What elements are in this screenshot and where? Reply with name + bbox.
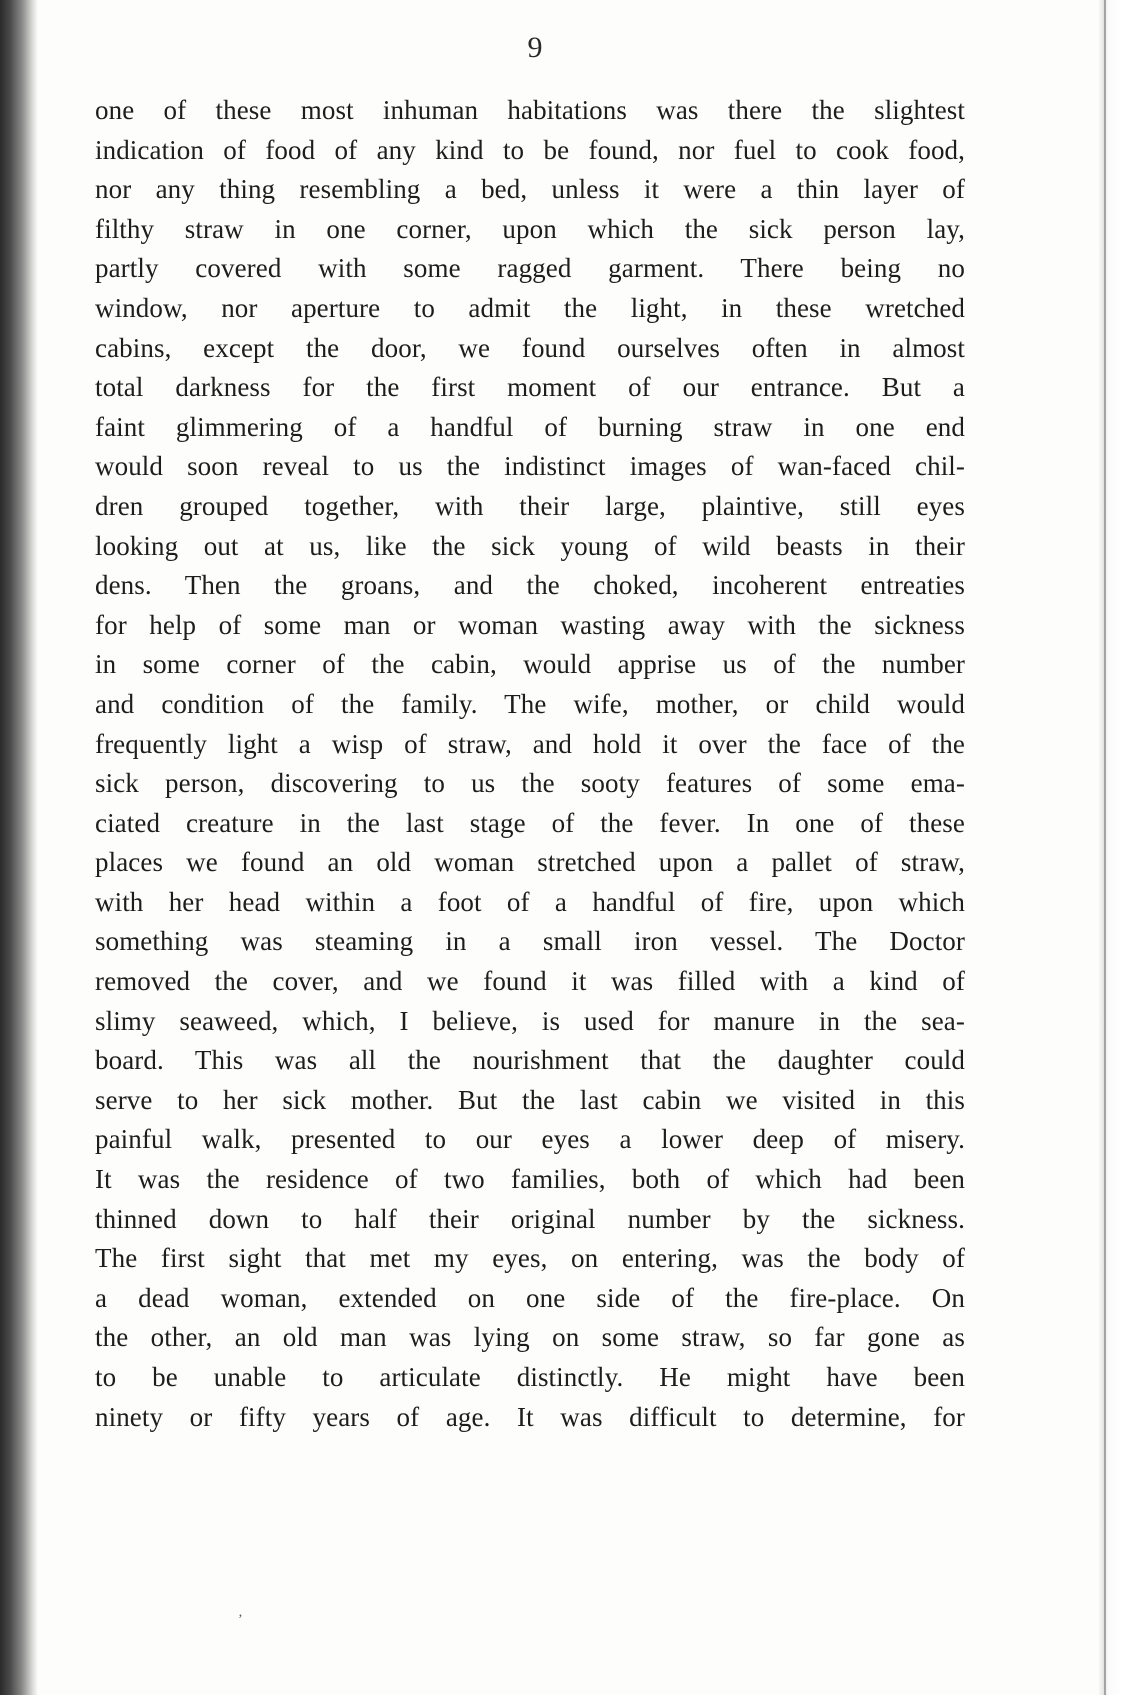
text-line: painful walk, presented to our eyes a lower deep of misery.	[95, 1124, 965, 1155]
text-line: slimy seaweed, which, I believe, is used for manure in the sea-	[95, 1005, 965, 1036]
page-right-edge	[1098, 0, 1122, 1695]
text-line: ninety or fifty years of age. It was difficult to determine, for	[95, 1401, 965, 1432]
text-line: nor any thing resembling a bed, unless it were a thin layer of	[95, 174, 965, 205]
text-line: dens. Then the groans, and the choked, incoherent entreaties	[95, 570, 965, 601]
text-line: thinned down to half their original number by the sickness.	[95, 1203, 965, 1234]
text-line: cabins, except the door, we found ourselves often in almost	[95, 332, 965, 363]
text-line: indication of food of any kind to be found, nor fuel to cook food,	[95, 134, 965, 165]
text-line: one of these most inhuman habitations was there the slightest	[95, 95, 965, 125]
page-edge-line	[1104, 0, 1106, 1695]
text-line: places we found an old woman stretched upon a pallet of straw,	[95, 847, 965, 878]
text-line: a dead woman, extended on one side of the fire-place. On	[95, 1282, 965, 1313]
text-line: sick person, discovering to us the sooty features of some ema-	[95, 768, 965, 799]
text-line: ciated creature in the last stage of the fever. In one of these	[95, 807, 965, 838]
text-line: for help of some man or woman wasting away with the sickness	[95, 609, 965, 640]
text-line: It was the residence of two families, both of which had been	[95, 1164, 965, 1195]
text-line: and condition of the family. The wife, mother, or child would	[95, 688, 965, 719]
text-line: with her head within a foot of a handful of fire, upon which	[95, 886, 965, 917]
text-line: filthy straw in one corner, upon which the sick person lay,	[95, 213, 965, 244]
body-text	[95, 91, 965, 1437]
book-binding-shadow	[0, 0, 38, 1695]
text-line: something was steaming in a small iron vessel. The Doctor	[95, 926, 965, 957]
text-line: frequently light a wisp of straw, and hold it over the face of the	[95, 728, 965, 759]
text-line: partly covered with some ragged garment. There being no	[95, 253, 965, 284]
text-line: faint glimmering of a handful of burning straw in one end	[95, 411, 965, 442]
text-line: serve to her sick mother. But the last cabin we visited in this	[95, 1084, 965, 1115]
text-line: removed the cover, and we found it was filled with a kind of	[95, 966, 965, 997]
text-line: window, nor aperture to admit the light, in these wretched	[95, 292, 965, 323]
text-line: in some corner of the cabin, would apprise us of the number	[95, 649, 965, 680]
text-line: looking out at us, like the sick young of wild beasts in their	[95, 530, 965, 561]
text-line: total darkness for the first moment of our entrance. But a	[95, 372, 965, 403]
ink-speck: ‚	[238, 1605, 243, 1620]
text-line: dren grouped together, with their large, plaintive, still eyes	[95, 490, 965, 521]
text-line: would soon reveal to us the indistinct images of wan-faced chil-	[95, 451, 965, 482]
text-line: The first sight that met my eyes, on entering, was the body of	[95, 1243, 965, 1274]
text-line: the other, an old man was lying on some straw, so far gone as	[95, 1322, 965, 1353]
page-number: 9	[527, 31, 543, 64]
text-line: to be unable to articulate distinctly. He might have been	[95, 1362, 965, 1392]
text-line: board. This was all the nourishment that the daughter could	[95, 1045, 965, 1076]
